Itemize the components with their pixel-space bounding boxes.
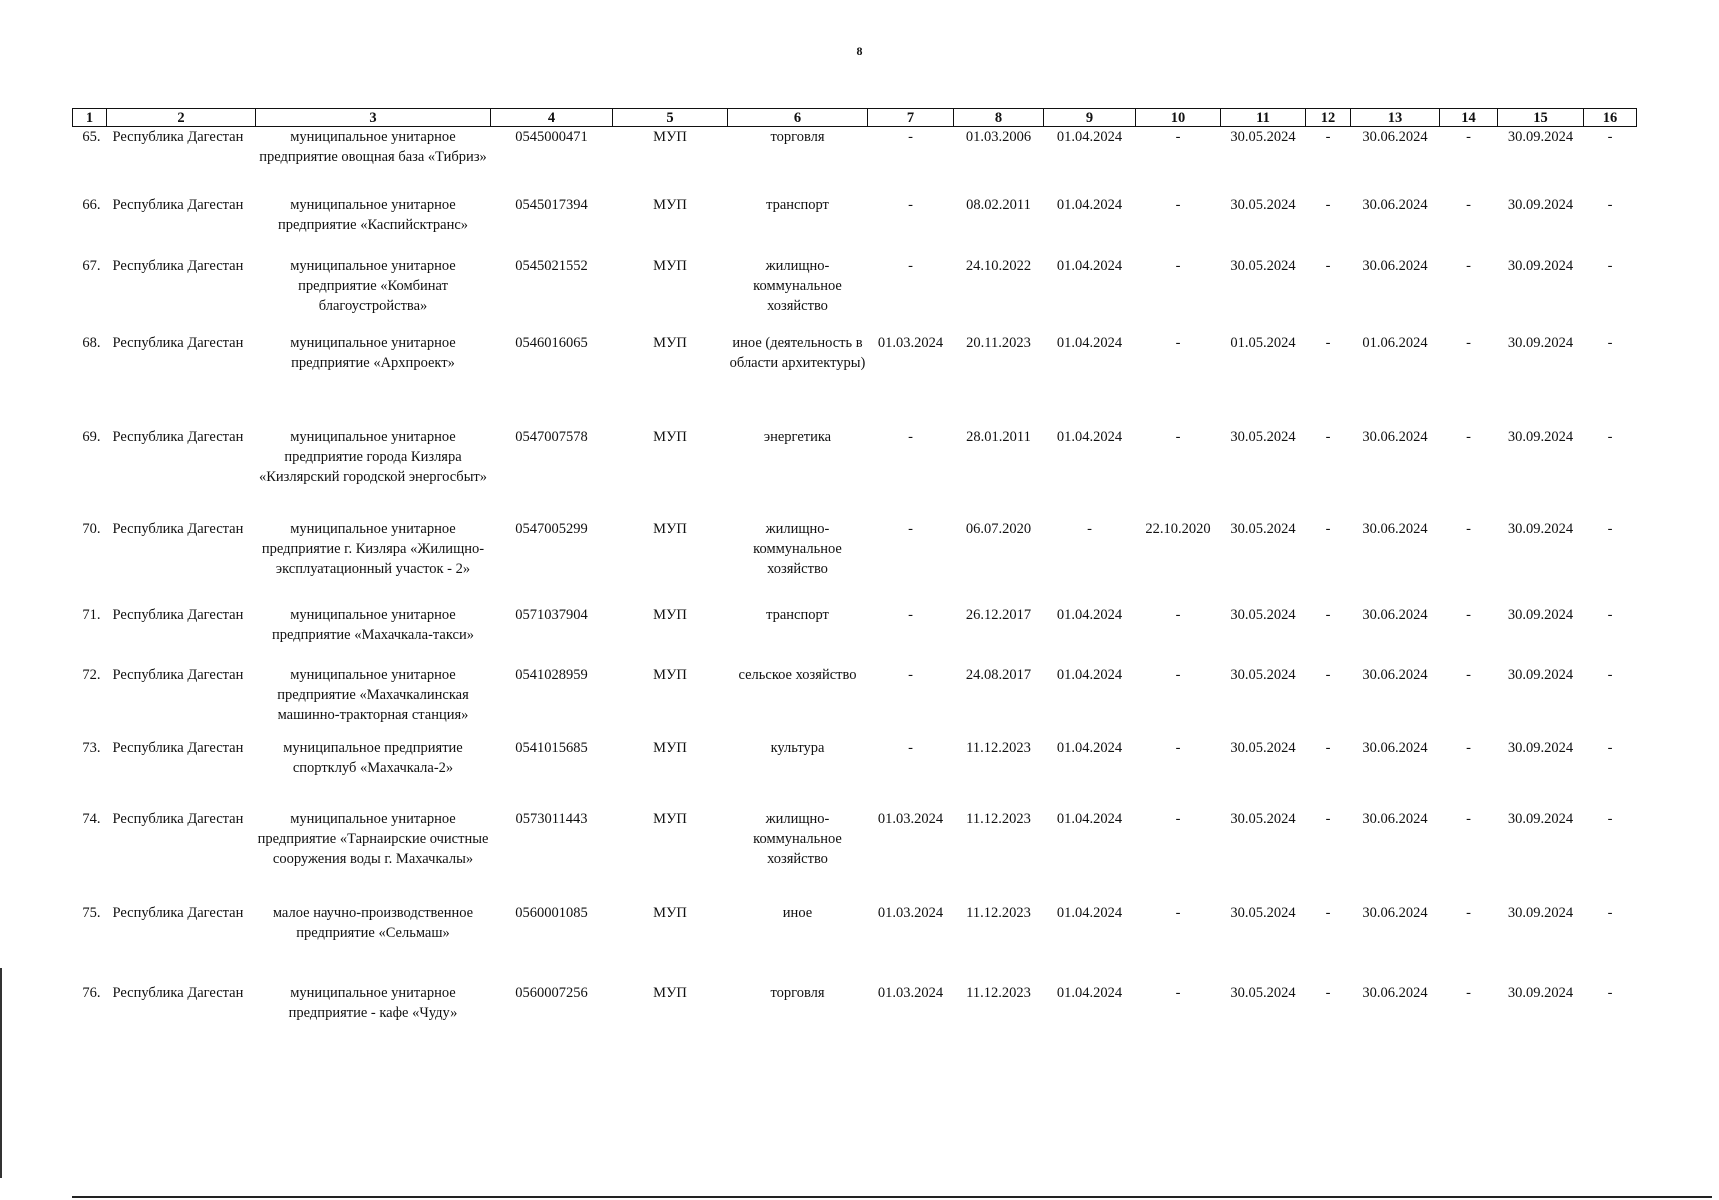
- region-cell: Республика Дагестан: [112, 129, 244, 145]
- table-row: [73, 983, 1637, 1043]
- activity-cell: торговля: [770, 984, 825, 1001]
- activity-cell: транспорт: [766, 606, 829, 623]
- col11-cell: 30.05.2024: [1230, 666, 1296, 683]
- header-row: [73, 109, 1637, 127]
- activity-cell: иное (деятельность в области архитектуры): [729, 334, 866, 371]
- col12-cell: -: [1325, 984, 1331, 1001]
- col10-cell: 22.10.2020: [1145, 520, 1211, 537]
- form-cell: МУП: [653, 984, 687, 1001]
- row-number: 74.: [82, 810, 101, 827]
- table-row: [73, 195, 1637, 256]
- col15-cell: 30.09.2024: [1507, 739, 1574, 756]
- enterprise-name-cell: муниципальное унитарное предприятие «Каспийсктранс»: [277, 196, 469, 233]
- table-row: [73, 127, 1637, 195]
- col7-cell: -: [908, 257, 913, 274]
- column-header: 8: [954, 109, 1044, 127]
- column-header: 6: [728, 109, 868, 127]
- col8-cell: 11.12.2023: [966, 810, 1031, 827]
- col9-cell: 01.04.2024: [1056, 666, 1123, 683]
- activity-cell: культура: [770, 739, 825, 756]
- code-cell: 0541028959: [515, 666, 588, 683]
- column-header: 16: [1584, 109, 1637, 127]
- col16-cell: -: [1607, 810, 1613, 827]
- col14-cell: -: [1466, 196, 1471, 213]
- col14-cell: -: [1466, 904, 1471, 921]
- col13-cell: 30.06.2024: [1362, 606, 1428, 623]
- form-cell: МУП: [653, 606, 687, 623]
- col16-cell: -: [1607, 606, 1613, 623]
- col9-cell: 01.04.2024: [1056, 196, 1123, 213]
- col9-cell: 01.04.2024: [1056, 334, 1123, 351]
- enterprise-name-cell: муниципальное унитарное предприятие «Комбинат благоустройства»: [290, 257, 456, 314]
- col14-cell: -: [1466, 810, 1471, 827]
- enterprise-name-cell: муниципальное унитарное предприятие «Архпроект»: [290, 334, 456, 371]
- region-cell: Республика Дагестан: [112, 520, 244, 537]
- table-row: [73, 665, 1637, 738]
- column-header: 15: [1498, 109, 1584, 127]
- code-cell: 0545000471: [515, 129, 588, 145]
- col14-cell: -: [1466, 520, 1471, 537]
- col14-cell: -: [1466, 257, 1471, 274]
- column-header: 7: [868, 109, 954, 127]
- table-row: [73, 333, 1637, 427]
- code-cell: 0573011443: [515, 810, 588, 827]
- region-cell: Республика Дагестан: [112, 428, 244, 445]
- col8-cell: 11.12.2023: [966, 739, 1031, 756]
- row-number: 70.: [82, 520, 101, 537]
- col7-cell: -: [908, 666, 913, 683]
- region-cell: Республика Дагестан: [112, 904, 244, 921]
- col12-cell: -: [1325, 428, 1331, 445]
- col11-cell: 30.05.2024: [1230, 904, 1296, 921]
- col10-cell: -: [1175, 984, 1181, 1001]
- col9-cell: 01.04.2024: [1056, 904, 1123, 921]
- form-cell: МУП: [653, 520, 687, 537]
- col10-cell: -: [1175, 257, 1181, 274]
- col13-cell: 01.06.2024: [1362, 334, 1428, 351]
- col14-cell: -: [1466, 606, 1471, 623]
- region-cell: Республика Дагестан: [112, 666, 244, 683]
- code-cell: 0571037904: [515, 606, 588, 623]
- col11-cell: 30.05.2024: [1230, 984, 1296, 1001]
- col15-cell: 30.09.2024: [1507, 257, 1574, 274]
- enterprise-name-cell: муниципальное унитарное предприятие «Махачкалинская машинно-тракторная станция»: [277, 666, 469, 723]
- activity-cell: иное: [782, 904, 813, 921]
- form-cell: МУП: [653, 196, 687, 213]
- col14-cell: -: [1466, 739, 1471, 756]
- col12-cell: -: [1325, 334, 1331, 351]
- col7-cell: 01.03.2024: [877, 334, 944, 351]
- col7-cell: -: [908, 739, 913, 756]
- activity-cell: сельское хозяйство: [738, 666, 857, 683]
- region-cell: Республика Дагестан: [112, 606, 244, 623]
- col11-cell: 30.05.2024: [1230, 606, 1296, 623]
- col7-cell: 01.03.2024: [877, 904, 944, 921]
- col8-cell: 08.02.2011: [966, 196, 1031, 213]
- column-header: 4: [491, 109, 613, 127]
- col16-cell: -: [1607, 196, 1613, 213]
- row-number: 76.: [82, 984, 101, 1001]
- row-number: 65.: [82, 129, 101, 145]
- col8-cell: 24.10.2022: [965, 257, 1032, 274]
- col16-cell: -: [1607, 904, 1613, 921]
- form-cell: МУП: [653, 666, 687, 683]
- col15-cell: 30.09.2024: [1507, 520, 1574, 537]
- col8-cell: 06.07.2020: [965, 520, 1032, 537]
- col16-cell: -: [1607, 984, 1613, 1001]
- form-cell: МУП: [653, 334, 687, 351]
- col12-cell: -: [1325, 257, 1331, 274]
- col13-cell: 30.06.2024: [1362, 196, 1428, 213]
- table-row: [73, 256, 1637, 333]
- column-header: 10: [1136, 109, 1221, 127]
- col8-cell: 20.11.2023: [966, 334, 1031, 351]
- col15-cell: 30.09.2024: [1507, 196, 1574, 213]
- col13-cell: 30.06.2024: [1362, 666, 1428, 683]
- col16-cell: -: [1607, 257, 1613, 274]
- col10-cell: -: [1175, 129, 1181, 145]
- col12-cell: -: [1325, 129, 1331, 145]
- form-cell: МУП: [653, 129, 687, 145]
- column-header: 2: [107, 109, 256, 127]
- column-header: 1: [73, 109, 107, 127]
- row-number: 69.: [82, 428, 101, 445]
- col12-cell: -: [1325, 606, 1331, 623]
- col15-cell: 30.09.2024: [1507, 129, 1574, 145]
- col14-cell: -: [1466, 334, 1471, 351]
- col15-cell: 30.09.2024: [1507, 666, 1574, 683]
- col7-cell: 01.03.2024: [877, 810, 944, 827]
- column-header: 13: [1351, 109, 1440, 127]
- table-row: [73, 738, 1637, 809]
- activity-cell: энергетика: [763, 428, 832, 445]
- col13-cell: 30.06.2024: [1362, 984, 1428, 1001]
- enterprise-name-cell: муниципальное унитарное предприятие «Тарнаирские очистные сооружения воды г. Махачкалы»: [257, 810, 489, 867]
- enterprise-name-cell: муниципальное унитарное предприятие города Кизляра «Кизлярский городской энергосбыт»: [258, 428, 488, 485]
- column-header: 12: [1306, 109, 1351, 127]
- col13-cell: 30.06.2024: [1362, 739, 1428, 756]
- col8-cell: 01.03.2006: [965, 129, 1032, 145]
- form-cell: МУП: [653, 904, 687, 921]
- col13-cell: 30.06.2024: [1362, 810, 1428, 827]
- form-cell: МУП: [653, 257, 687, 274]
- col7-cell: 01.03.2024: [877, 984, 944, 1001]
- form-cell: МУП: [653, 428, 687, 445]
- enterprise-name-cell: муниципальное унитарное предприятие - кафе «Чуду»: [288, 984, 458, 1021]
- col13-cell: 30.06.2024: [1362, 520, 1428, 537]
- col14-cell: -: [1466, 984, 1471, 1001]
- col9-cell: 01.04.2024: [1056, 129, 1123, 145]
- col12-cell: -: [1325, 904, 1331, 921]
- col16-cell: -: [1607, 739, 1613, 756]
- col8-cell: 11.12.2023: [966, 984, 1031, 1001]
- code-cell: 0545021552: [515, 257, 588, 274]
- column-header: 5: [613, 109, 728, 127]
- col8-cell: 11.12.2023: [966, 904, 1031, 921]
- col15-cell: 30.09.2024: [1507, 428, 1574, 445]
- column-header: 11: [1221, 109, 1306, 127]
- code-cell: 0547005299: [515, 520, 588, 537]
- col10-cell: -: [1175, 810, 1181, 827]
- table-row: [73, 519, 1637, 605]
- col7-cell: -: [908, 196, 913, 213]
- region-cell: Республика Дагестан: [112, 196, 244, 213]
- col13-cell: 30.06.2024: [1362, 428, 1428, 445]
- col11-cell: 30.05.2024: [1230, 196, 1296, 213]
- col11-cell: 30.05.2024: [1230, 520, 1296, 537]
- bottom-rule-line: [72, 1196, 1712, 1198]
- col12-cell: -: [1325, 520, 1331, 537]
- row-number: 68.: [82, 334, 101, 351]
- col16-cell: -: [1607, 334, 1613, 351]
- col7-cell: -: [908, 520, 913, 537]
- region-cell: Республика Дагестан: [112, 810, 244, 827]
- col12-cell: -: [1325, 739, 1331, 756]
- col9-cell: -: [1087, 520, 1092, 537]
- table-row: [73, 605, 1637, 665]
- col12-cell: -: [1325, 810, 1331, 827]
- row-number: 72.: [82, 666, 101, 683]
- col15-cell: 30.09.2024: [1507, 810, 1574, 827]
- col15-cell: 30.09.2024: [1507, 904, 1574, 921]
- col11-cell: 30.05.2024: [1230, 257, 1296, 274]
- col16-cell: -: [1607, 666, 1613, 683]
- col7-cell: -: [908, 606, 913, 623]
- enterprise-name-cell: малое научно-производственное предприятие «Сельмаш»: [272, 904, 474, 941]
- col9-cell: 01.04.2024: [1056, 257, 1123, 274]
- region-cell: Республика Дагестан: [112, 334, 244, 351]
- activity-cell: жилищно-коммунальное хозяйство: [753, 520, 842, 577]
- row-number: 71.: [82, 606, 101, 623]
- col10-cell: -: [1175, 334, 1181, 351]
- col7-cell: -: [908, 428, 913, 445]
- col10-cell: -: [1175, 904, 1181, 921]
- scan-edge-line: [0, 968, 2, 1178]
- table-row: [73, 427, 1637, 519]
- col11-cell: 30.05.2024: [1230, 739, 1296, 756]
- code-cell: 0541015685: [515, 739, 588, 756]
- col9-cell: 01.04.2024: [1056, 810, 1123, 827]
- col11-cell: 30.05.2024: [1230, 810, 1296, 827]
- col11-cell: 01.05.2024: [1230, 334, 1296, 351]
- enterprise-name-cell: муниципальное унитарное предприятие «Махачкала-такси»: [272, 606, 474, 643]
- col14-cell: -: [1466, 428, 1471, 445]
- col10-cell: -: [1175, 606, 1181, 623]
- col16-cell: -: [1607, 428, 1613, 445]
- col9-cell: 01.04.2024: [1056, 606, 1123, 623]
- col10-cell: -: [1175, 666, 1181, 683]
- table-row: [73, 903, 1637, 983]
- code-cell: 0546016065: [515, 334, 588, 351]
- enterprise-name-cell: муниципальное предприятие спортклуб «Махачкала-2»: [283, 739, 463, 776]
- col12-cell: -: [1325, 196, 1331, 213]
- code-cell: 0560001085: [515, 904, 588, 921]
- col13-cell: 30.06.2024: [1362, 904, 1428, 921]
- row-number: 66.: [82, 196, 101, 213]
- enterprise-name-cell: муниципальное унитарное предприятие г. Кизляра «Жилищно-эксплуатационный участок - 2»: [261, 520, 485, 577]
- row-number: 73.: [82, 739, 101, 756]
- code-cell: 0547007578: [515, 428, 588, 445]
- col10-cell: -: [1175, 739, 1181, 756]
- col9-cell: 01.04.2024: [1056, 739, 1123, 756]
- table-row: [73, 809, 1637, 903]
- row-number: 67.: [82, 257, 101, 274]
- row-number: 75.: [82, 904, 101, 921]
- form-cell: МУП: [653, 810, 687, 827]
- col8-cell: 24.08.2017: [965, 666, 1032, 683]
- col13-cell: 30.06.2024: [1362, 257, 1428, 274]
- col16-cell: -: [1607, 520, 1613, 537]
- column-header: 9: [1044, 109, 1136, 127]
- activity-cell: торговля: [770, 129, 825, 145]
- form-cell: МУП: [653, 739, 687, 756]
- col13-cell: 30.06.2024: [1362, 129, 1428, 145]
- activity-cell: жилищно-коммунальное хозяйство: [753, 257, 842, 314]
- col11-cell: 30.05.2024: [1230, 129, 1296, 145]
- col15-cell: 30.09.2024: [1507, 606, 1574, 623]
- col8-cell: 26.12.2017: [965, 606, 1032, 623]
- col12-cell: -: [1325, 666, 1331, 683]
- registry-table: [72, 108, 1637, 1043]
- col10-cell: -: [1175, 196, 1181, 213]
- col9-cell: 01.04.2024: [1056, 984, 1123, 1001]
- col16-cell: -: [1607, 129, 1613, 145]
- col9-cell: 01.04.2024: [1056, 428, 1123, 445]
- col15-cell: 30.09.2024: [1507, 984, 1574, 1001]
- code-cell: 0560007256: [515, 984, 588, 1001]
- col14-cell: -: [1466, 666, 1471, 683]
- enterprise-name-cell: муниципальное унитарное предприятие овощная база «Тибриз»: [259, 129, 487, 165]
- col10-cell: -: [1175, 428, 1181, 445]
- col14-cell: -: [1466, 129, 1471, 145]
- column-header: 3: [256, 109, 491, 127]
- activity-cell: транспорт: [766, 196, 829, 213]
- region-cell: Республика Дагестан: [112, 984, 244, 1001]
- col7-cell: -: [908, 129, 913, 145]
- activity-cell: жилищно-коммунальное хозяйство: [753, 810, 842, 867]
- col11-cell: 30.05.2024: [1230, 428, 1296, 445]
- col15-cell: 30.09.2024: [1507, 334, 1574, 351]
- code-cell: 0545017394: [515, 196, 588, 213]
- column-header: 14: [1440, 109, 1498, 127]
- region-cell: Республика Дагестан: [112, 739, 244, 756]
- region-cell: Республика Дагестан: [112, 257, 244, 274]
- page-number: 8: [856, 44, 863, 58]
- col8-cell: 28.01.2011: [966, 428, 1031, 445]
